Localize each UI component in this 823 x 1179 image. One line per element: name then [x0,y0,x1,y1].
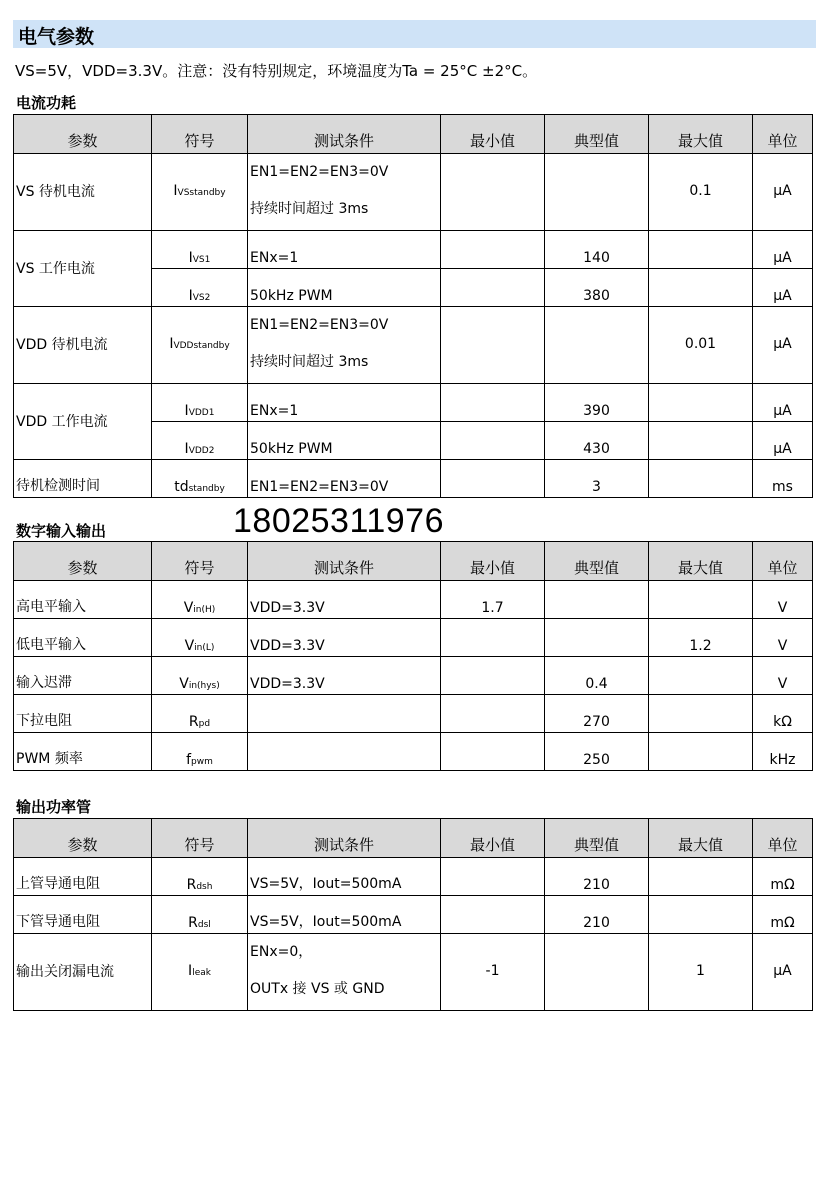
header-unit: 单位 [753,115,813,154]
table-header-row [14,819,813,858]
table-row [14,460,813,498]
digital-section-title: 数字输入输出 [16,522,107,540]
max-cell [649,657,753,695]
param-cell: 低电平输入 [14,619,152,657]
min-cell: -1 [441,934,545,1011]
max-cell: 1 [649,934,753,1011]
condition-cell: ENx=1 [248,231,441,269]
condition-cell: EN1=EN2=EN3=0V 持续时间超过 3ms [248,307,441,384]
min-cell [441,154,545,231]
typ-cell [545,619,649,657]
param-cell: 下拉电阻 [14,695,152,733]
unit-cell: kHz [753,733,813,771]
condition-cell: 50kHz PWM [248,269,441,307]
power-section-title: 输出功率管 [16,798,92,816]
min-cell [441,733,545,771]
current-table [13,114,813,498]
condition-cell: EN1=EN2=EN3=0V 持续时间超过 3ms [248,154,441,231]
symbol-cell: Rdsl [152,896,248,934]
min-cell [441,896,545,934]
param-cell: 上管导通电阻 [14,858,152,896]
table-header-row [14,542,813,581]
header-typ: 典型值 [545,542,649,581]
header-condition: 测试条件 [248,819,441,858]
max-cell [649,858,753,896]
min-cell [441,384,545,422]
header-min: 最小值 [441,115,545,154]
header-param: 参数 [14,819,152,858]
min-cell [441,657,545,695]
header-symbol: 符号 [152,115,248,154]
symbol-cell: Rdsh [152,858,248,896]
unit-cell: V [753,581,813,619]
unit-cell: V [753,657,813,695]
unit-cell: V [753,619,813,657]
table-row [14,154,813,231]
max-cell: 0.1 [649,154,753,231]
min-cell [441,231,545,269]
header-max: 最大值 [649,115,753,154]
param-cell: VDD 待机电流 [14,307,152,384]
param-cell: 高电平输入 [14,581,152,619]
param-cell: 输入迟滞 [14,657,152,695]
section-title: 电气参数 [18,26,95,48]
power-table [13,818,813,1011]
max-cell [649,581,753,619]
unit-cell: µA [753,422,813,460]
section-header-bar [13,20,816,48]
condition-cell: VDD=3.3V [248,657,441,695]
max-cell [649,422,753,460]
param-cell: 输出关闭漏电流 [14,934,152,1011]
typ-cell: 430 [545,422,649,460]
param-cell: 下管导通电阻 [14,896,152,934]
symbol-cell: Vin(L) [152,619,248,657]
min-cell [441,460,545,498]
table-row [14,581,813,619]
condition-cell: ENx=0， OUTx 接 VS 或 GND [248,934,441,1011]
header-unit: 单位 [753,819,813,858]
table-row [14,733,813,771]
typ-cell [545,307,649,384]
table-header-row [14,115,813,154]
symbol-cell: IVSstandby [152,154,248,231]
symbol-cell: Ileak [152,934,248,1011]
typ-cell [545,934,649,1011]
header-param: 参数 [14,115,152,154]
max-cell [649,896,753,934]
min-cell [441,269,545,307]
condition-cell: EN1=EN2=EN3=0V [248,460,441,498]
symbol-cell: IVDD1 [152,384,248,422]
typ-cell: 390 [545,384,649,422]
typ-cell [545,581,649,619]
min-cell [441,619,545,657]
param-cell: PWM 频率 [14,733,152,771]
condition-cell: VS=5V，Iout=500mA [248,896,441,934]
typ-cell: 380 [545,269,649,307]
table-row [14,896,813,934]
symbol-cell: Vin(hys) [152,657,248,695]
table-row [14,619,813,657]
unit-cell: µA [753,269,813,307]
max-cell: 1.2 [649,619,753,657]
phone-number: 18025311976 [233,502,444,540]
min-cell [441,858,545,896]
condition-cell: ENx=1 [248,384,441,422]
symbol-cell: IVDD2 [152,422,248,460]
table-row [14,384,813,422]
unit-cell: µA [753,154,813,231]
table-row [14,307,813,384]
symbol-cell: IVS1 [152,231,248,269]
typ-cell: 210 [545,896,649,934]
symbol-cell: IVDDstandby [152,307,248,384]
condition-cell: 50kHz PWM [248,422,441,460]
min-cell: 1.7 [441,581,545,619]
min-cell [441,422,545,460]
unit-cell: ms [753,460,813,498]
header-typ: 典型值 [545,115,649,154]
table-row [14,657,813,695]
header-param: 参数 [14,542,152,581]
symbol-cell: Rpd [152,695,248,733]
max-cell [649,269,753,307]
symbol-cell: tdstandby [152,460,248,498]
param-cell: VS 待机电流 [14,154,152,231]
typ-cell: 0.4 [545,657,649,695]
header-max: 最大值 [649,819,753,858]
header-typ: 典型值 [545,819,649,858]
symbol-cell: fpwm [152,733,248,771]
max-cell [649,231,753,269]
typ-cell: 250 [545,733,649,771]
max-cell: 0.01 [649,307,753,384]
unit-cell: mΩ [753,858,813,896]
typ-cell: 210 [545,858,649,896]
param-cell: 待机检测时间 [14,460,152,498]
header-symbol: 符号 [152,542,248,581]
header-max: 最大值 [649,542,753,581]
condition-cell [248,695,441,733]
condition-cell: VDD=3.3V [248,581,441,619]
unit-cell: kΩ [753,695,813,733]
conditions-note: VS=5V，VDD=3.3V。注意：没有特别规定，环境温度为Ta = 25°C ±2°C。 [15,62,538,80]
table-row [14,934,813,1011]
header-min: 最小值 [441,542,545,581]
header-condition: 测试条件 [248,115,441,154]
current-section-title: 电流功耗 [16,94,77,112]
min-cell [441,307,545,384]
header-min: 最小值 [441,819,545,858]
min-cell [441,695,545,733]
typ-cell: 270 [545,695,649,733]
digital-table [13,541,813,771]
unit-cell: µA [753,384,813,422]
max-cell [649,384,753,422]
header-unit: 单位 [753,542,813,581]
typ-cell [545,154,649,231]
header-symbol: 符号 [152,819,248,858]
unit-cell: µA [753,231,813,269]
unit-cell: µA [753,934,813,1011]
max-cell [649,695,753,733]
table-row [14,858,813,896]
condition-cell: VDD=3.3V [248,619,441,657]
table-row [14,231,813,269]
param-cell: VDD 工作电流 [14,384,152,460]
condition-cell: VS=5V，Iout=500mA [248,858,441,896]
unit-cell: mΩ [753,896,813,934]
symbol-cell: Vin(H) [152,581,248,619]
max-cell [649,733,753,771]
unit-cell: µA [753,307,813,384]
param-cell: VS 工作电流 [14,231,152,307]
typ-cell: 140 [545,231,649,269]
table-row [14,695,813,733]
max-cell [649,460,753,498]
header-condition: 测试条件 [248,542,441,581]
condition-cell [248,733,441,771]
symbol-cell: IVS2 [152,269,248,307]
typ-cell: 3 [545,460,649,498]
